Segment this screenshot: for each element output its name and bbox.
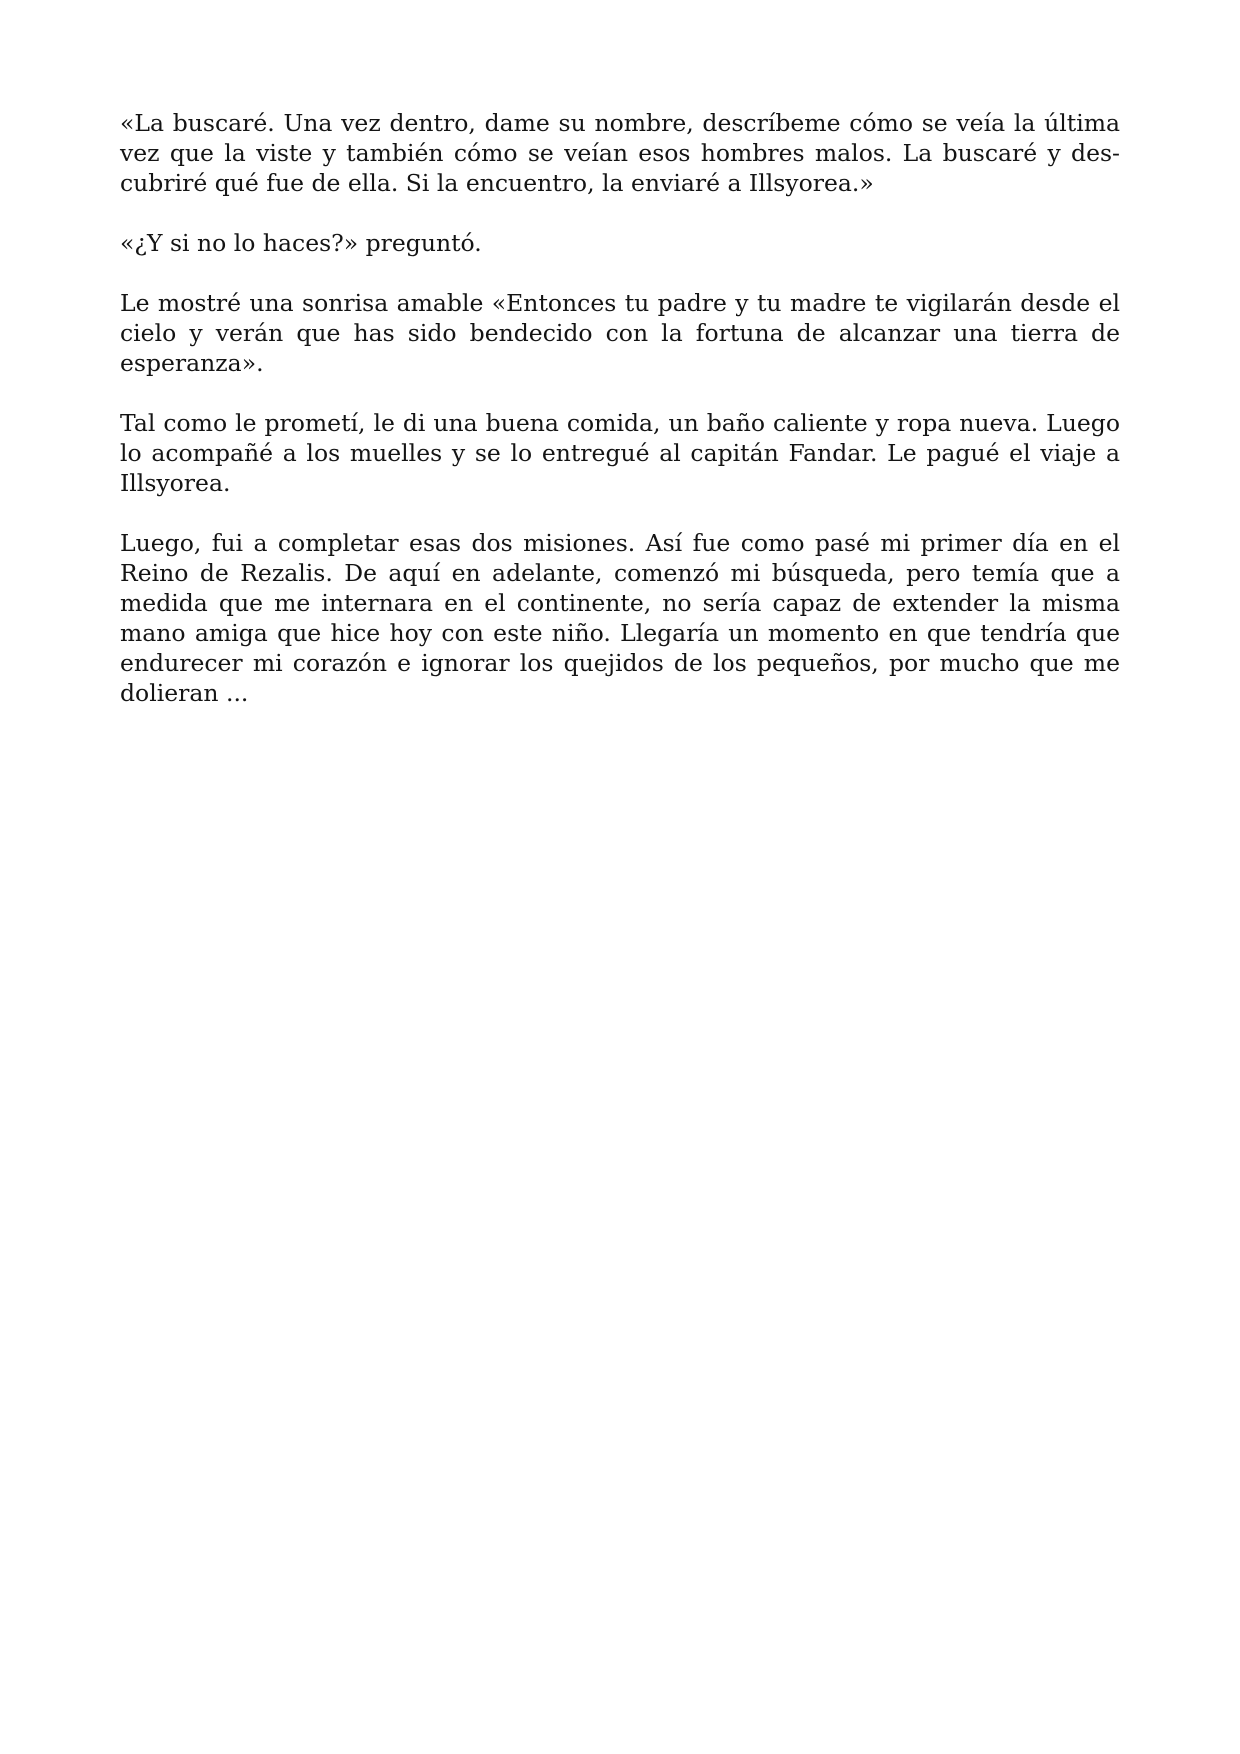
paragraph-1: «La buscaré. Una vez dentro, dame su nombre, descríbeme cómo se veía la última vez que la viste y también cómo se veían esos hombres malos. La buscaré y descubriré qué fue de ella. Si la encuentro, la enviaré a Illsyorea.» [120,109,1120,197]
paragraph-5: Luego, fui a completar esas dos misiones. Así fue como pasé mi primer día en el Reino de Rezalis. De aquí en adelante, comenzó mi búsqueda, pero temía que a medida que me internara en el continente, no sería capaz de extender la misma mano amiga que hice hoy con este niño. Llegaría un momento en que tendría que endurecer mi corazón e ignorar los quejidos de los pequeños, por mucho que me dolieran ... [120,529,1120,707]
paragraph-2: «¿Y si no lo haces?» preguntó. [120,229,482,257]
paragraph-3: Le mostré una sonrisa amable «Entonces tu padre y tu madre te vigilarán desde el cielo y verán que has sido bendecido con la fortuna de alcanzar una tierra de esperanza». [120,289,1120,377]
body-text [120,108,1120,708]
paragraph-4: Tal como le prometí, le di una buena comida, un baño caliente y ropa nueva. Luego lo acompañé a los muelles y se lo entregué al capitán Fandar. Le pagué el viaje a Illsyorea. [120,409,1120,497]
